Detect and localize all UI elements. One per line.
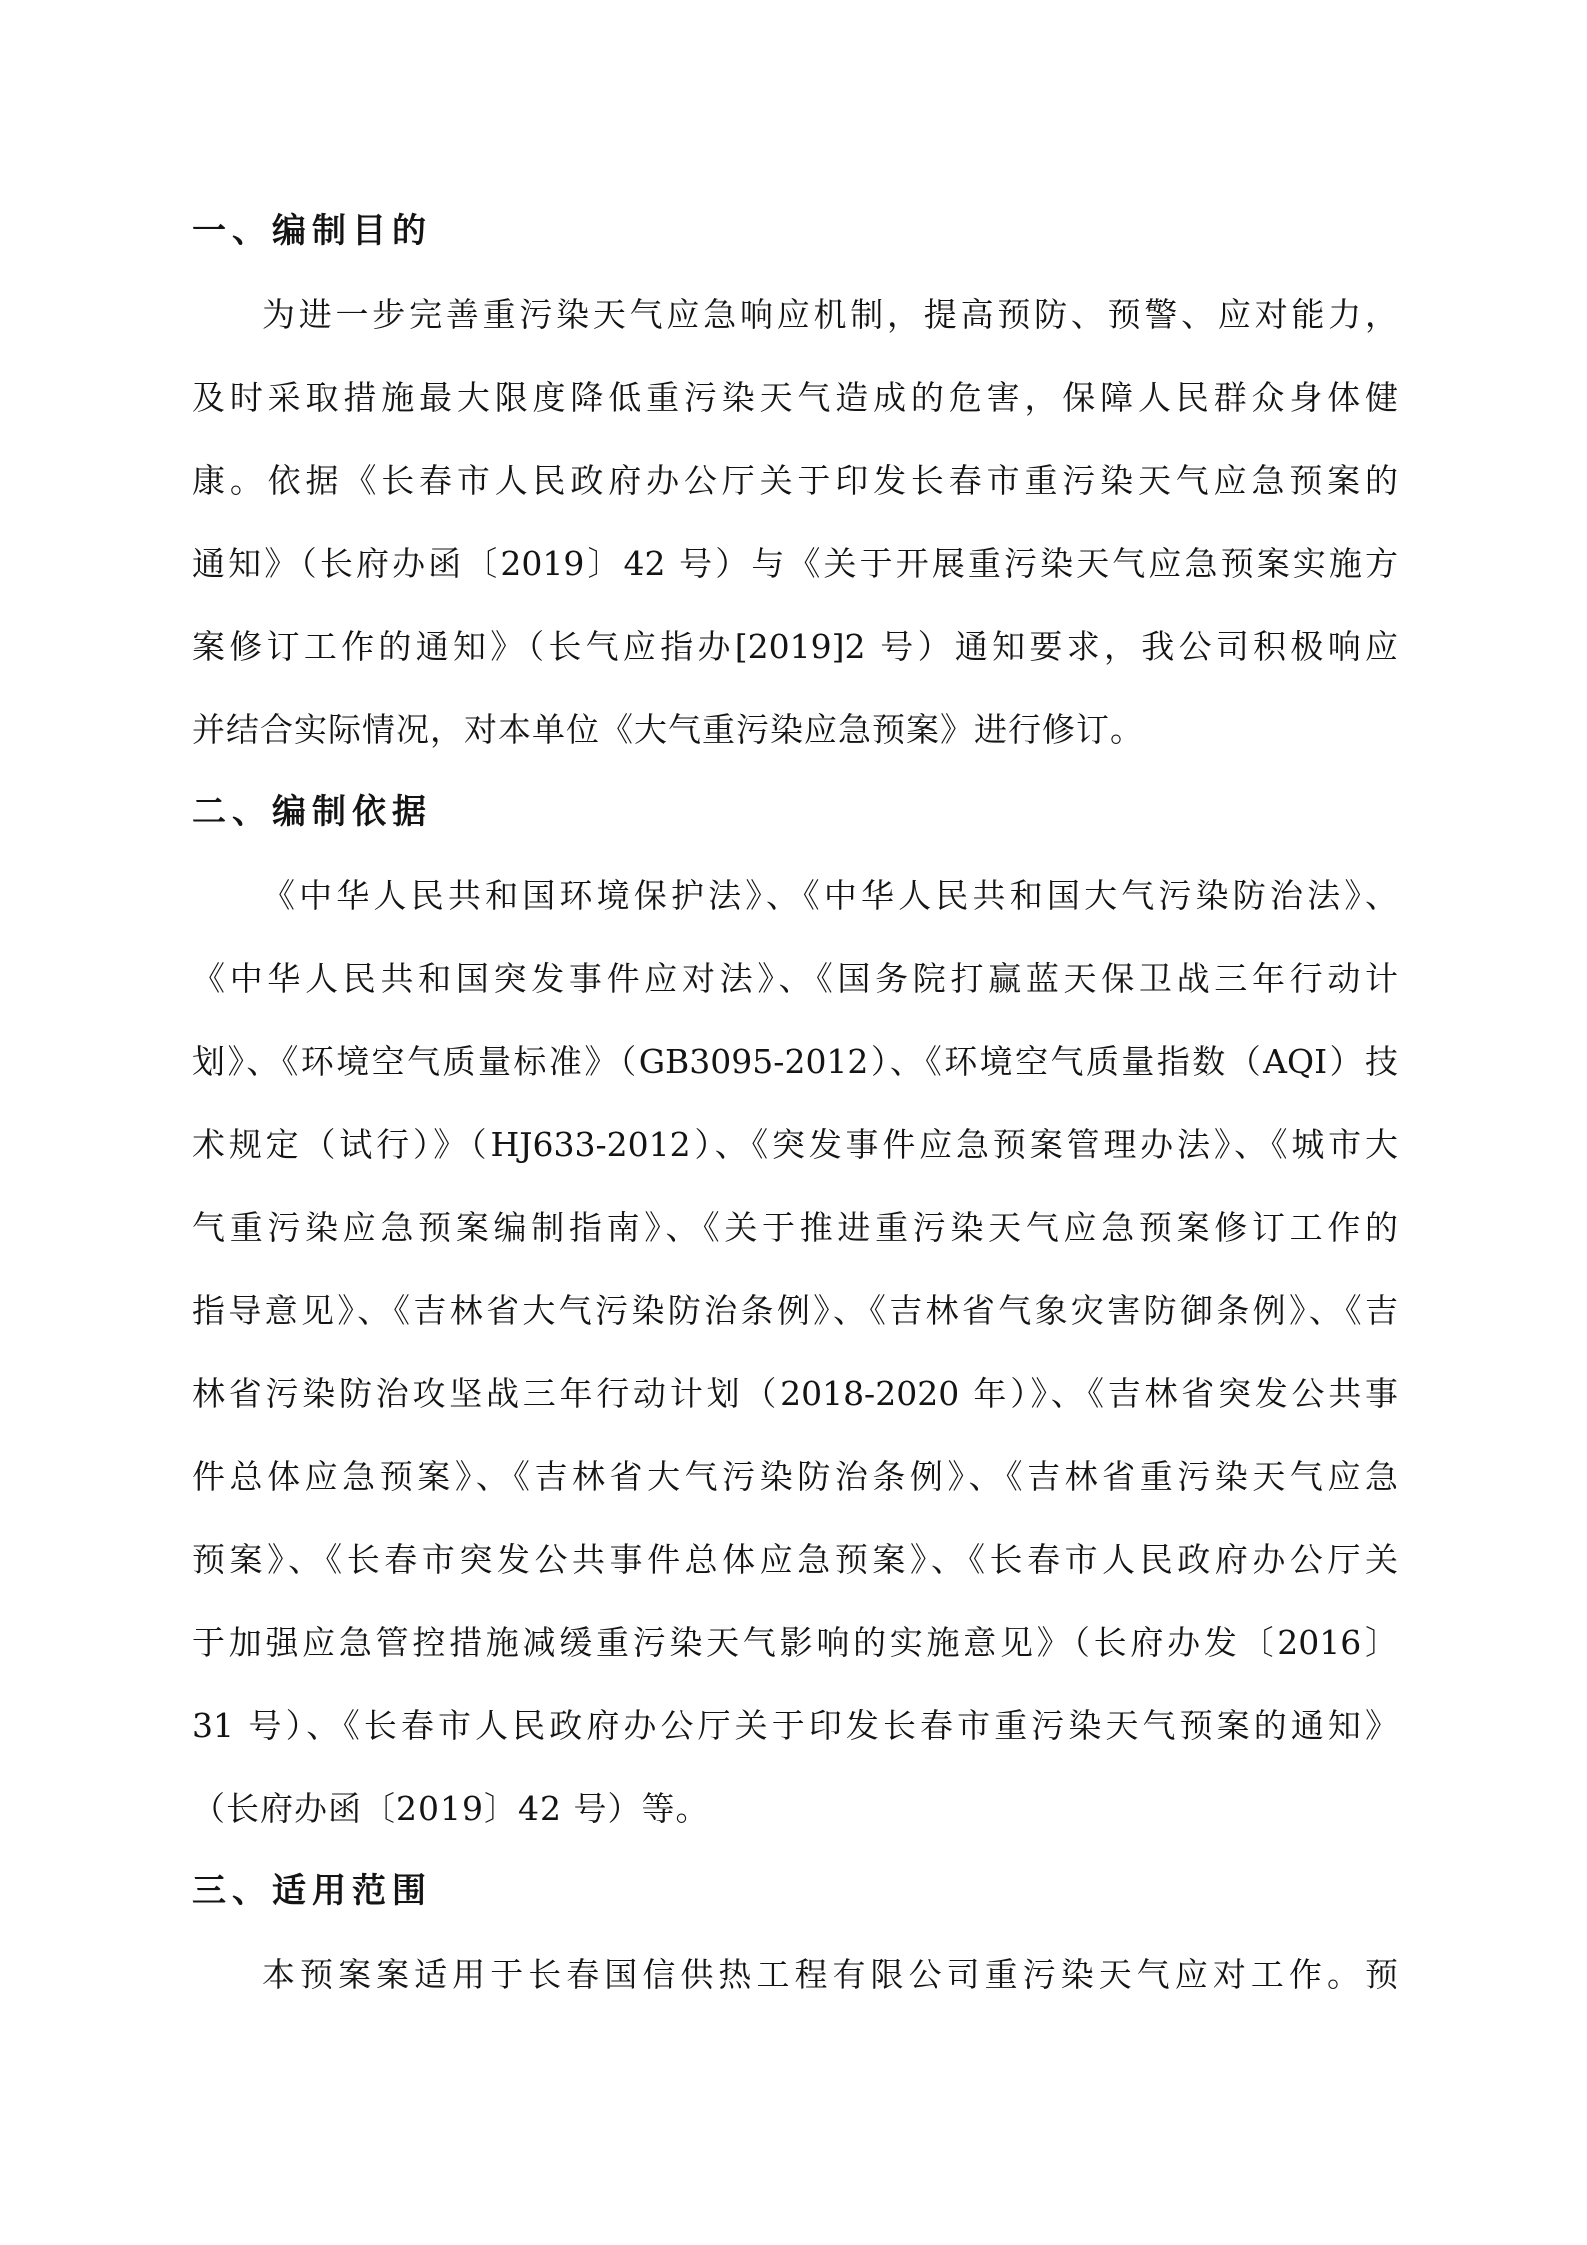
paragraph-line: 《中华人民共和国突发事件应对法》、《国务院打赢蓝天保卫战三年行动计 [192, 959, 1398, 998]
paragraph-line: 案修订工作的通知》（长气应指办[2019]2 号）通知要求，我公司积极响应 [192, 627, 1398, 666]
paragraph-line: 划》、《环境空气质量标准》（GB3095-2012）、《环境空气质量指数（AQI）技 [192, 1042, 1398, 1081]
paragraph-line: 31 号）、《长春市人民政府办公厅关于印发长春市重污染天气预案的通知》 [192, 1706, 1398, 1745]
paragraph-line: 预案》、《长春市突发公共事件总体应急预案》、《长春市人民政府办公厅关 [192, 1540, 1398, 1579]
paragraph-line: 林省污染防治攻坚战三年行动计划（2018-2020 年）》、《吉林省突发公共事 [192, 1374, 1398, 1413]
paragraph-line: 本预案案适用于长春国信供热工程有限公司重污染天气应对工作。预 [262, 1955, 1398, 1994]
paragraph-line: 康。依据《长春市人民政府办公厅关于印发长春市重污染天气应急预案的 [192, 461, 1398, 500]
paragraph-line: 术规定（试行）》（HJ633-2012）、《突发事件应急预案管理办法》、《城市大 [192, 1125, 1398, 1164]
paragraph-line: 指导意见》、《吉林省大气污染防治条例》、《吉林省气象灾害防御条例》、《吉 [192, 1291, 1398, 1330]
section-heading-compilation-basis: 二、编制依据 [192, 792, 432, 832]
paragraph-line: 《中华人民共和国环境保护法》、《中华人民共和国大气污染防治法》、 [262, 876, 1398, 915]
paragraph-line: 件总体应急预案》、《吉林省大气污染防治条例》、《吉林省重污染天气应急 [192, 1457, 1398, 1496]
paragraph-line: 并结合实际情况，对本单位《大气重污染应急预案》进行修订。 [192, 710, 1144, 749]
paragraph-line: 气重污染应急预案编制指南》、《关于推进重污染天气应急预案修订工作的 [192, 1208, 1398, 1247]
paragraph-line: 为进一步完善重污染天气应急响应机制，提高预防、预警、应对能力， [262, 295, 1398, 334]
section-heading-compilation-purpose: 一、编制目的 [192, 211, 432, 251]
paragraph-line: 于加强应急管控措施减缓重污染天气影响的实施意见》（长府办发〔2016〕 [192, 1623, 1398, 1662]
paragraph-line: 及时采取措施最大限度降低重污染天气造成的危害，保障人民群众身体健 [192, 378, 1398, 417]
paragraph-line: （长府办函〔2019〕42 号）等。 [192, 1789, 710, 1828]
paragraph-line: 通知》（长府办函〔2019〕42 号）与《关于开展重污染天气应急预案实施方 [192, 544, 1398, 583]
section-heading-scope-of-application: 三、适用范围 [192, 1871, 432, 1911]
